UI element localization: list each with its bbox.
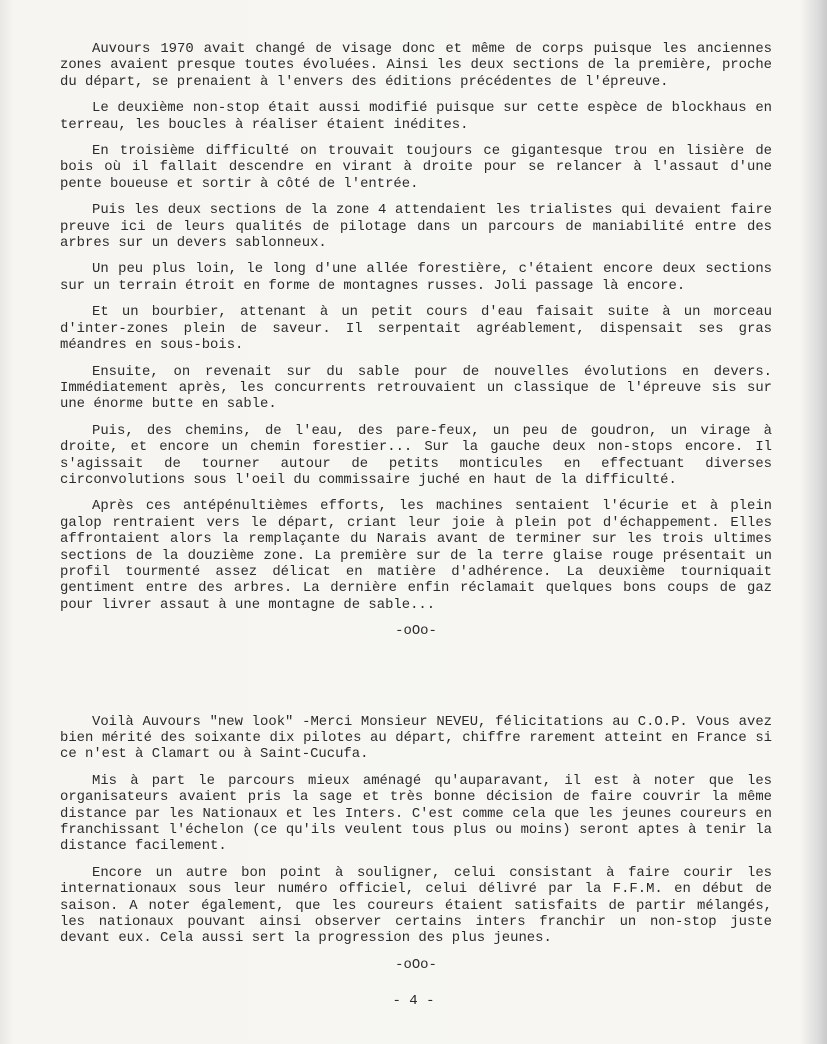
paragraph: Et un bourbier, attenant à un petit cours d'eau faisait suite à un morceau d'inter-zones plein de saveur. Il serpentait agréablement, dispensait ses gras méandres en sous-bois. xyxy=(60,304,772,354)
page-number: - 4 - xyxy=(392,993,435,1009)
paragraph: Auvours 1970 avait changé de visage donc et même de corps puisque les anciennes zones avaient presque toutes évoluées. Ainsi les deux sections de la première, proche du départ, se prenaient à l'envers des éditions précédentes de l'épreuve. xyxy=(60,41,772,90)
paragraph: Mis à part le parcours mieux aménagé qu'auparavant, il est à noter que les organisateurs avaient pris la sage et très bonne décision de faire couvrir la même distance par les Nationaux et les Inters. C'est comme cela que les jeunes coureurs en franchissant l'échelon (ce qu'ils veulent tous plus ou moins) seront aptes à tenir la distance facilement. xyxy=(60,772,772,855)
article-body xyxy=(60,41,772,973)
paragraph: Voilà Auvours "new look" -Merci Monsieur NEVEU, félicitations au C.O.P. Vous avez bien mérité des soixante dix pilotes au départ, chiffre rarement atteint en France si ce n'est à Clamart ou à Saint-Cucufa. xyxy=(60,713,772,763)
paragraph: Puis les deux sections de la zone 4 attendaient les trialistes qui devaient faire preuve ici de leurs qualités de pilotage dans un parcours de maniabilité entre des arbres sur un devers sablonneux. xyxy=(60,202,772,252)
paragraph: Puis, des chemins, de l'eau, des pare-feux, un peu de goudron, un virage à droite, et encore un chemin forestier... Sur la gauche deux non-stops encore. Il s'agissait de tourner autour de petits monticules en effectuant diverses circonvolutions sous l'oeil du commissaire juché en haut de la difficulté. xyxy=(60,422,772,488)
paragraph: Un peu plus loin, le long d'une allée forestière, c'étaient encore deux sections sur un terrain étroit en forme de montagnes russes. Joli passage là encore. xyxy=(60,261,772,294)
section-separator: -oOo- xyxy=(395,956,437,973)
spacer xyxy=(60,640,772,714)
paragraph: Le deuxième non-stop était aussi modifié puisque sur cette espèce de blockhaus en terreau, les boucles à réaliser étaient inédites. xyxy=(60,100,772,133)
section-separator: -oOo- xyxy=(395,623,437,640)
paragraph: Ensuite, on revenait sur du sable pour de nouvelles évolutions en devers. Immédiatement après, les concurrents retrouvaient un classique de l'épreuve sis sur une énorme butte en sable. xyxy=(60,363,772,413)
paragraph: Encore un autre bon point à souligner, celui consistant à faire courir les internationaux sous leur numéro officiel, celui délivré par la F.F.M. en début de saison. A noter également, que les coureurs étaient satisfaits de partir mélangés, les nationaux pouvant ainsi observer certains inters franchir un non-stop juste devant eux. Cela aussi sert la progression des plus jeunes. xyxy=(60,864,772,947)
paragraph: En troisième difficulté on trouvait toujours ce gigantesque trou en lisière de bois où il fallait descendre en virant à droite pour se relancer à l'assaut d'une pente boueuse et sortir à côté de l'entrée. xyxy=(60,143,772,192)
paragraph: Après ces antépénultièmes efforts, les machines sentaient l'écurie et à plein galop rentraient vers le départ, criant leur joie à plein pot d'échappement. Elles affrontaient alors la remplaçante du Narais avant de terminer sur les trois ultimes sections de la douzième zone. La première sur de la terre glaise rouge présentait un profil tourmenté assez délicat en matière d'adhérence. La deuxième tourniquait gentiment entre des arbres. La dernière enfin réclamait quelques bons coups de gaz pour livrer assaut à une montagne de sable... xyxy=(60,498,772,613)
